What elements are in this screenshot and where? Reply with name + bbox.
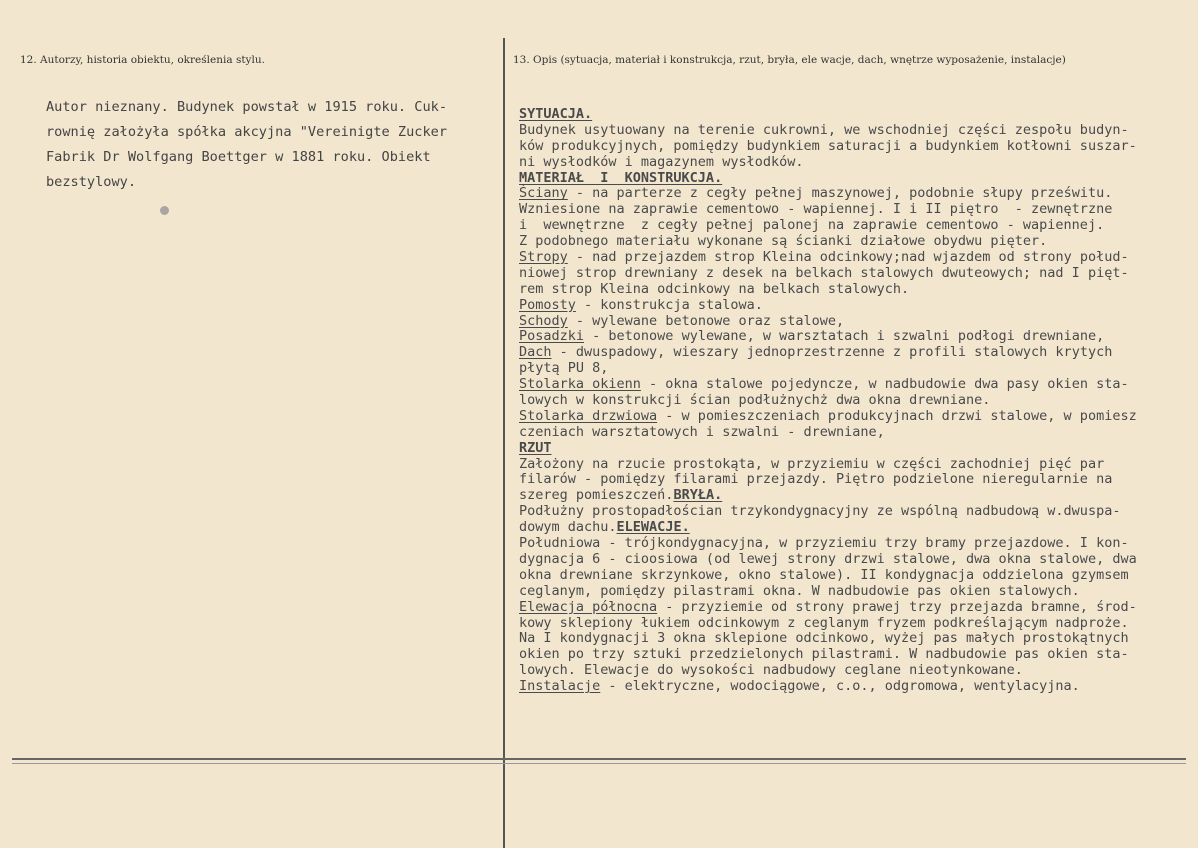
text-segment: - w pomieszczeniach produkcyjnach drzwi stalowe, w pomiesz — [657, 407, 1137, 424]
text-segment: Założony na rzucie prostokąta, w przyziemiu w części zachodniej pięć par — [519, 455, 1105, 472]
description-line — [519, 107, 1179, 123]
description-line — [519, 234, 1179, 250]
text-segment: ni wysłodków i magazynem wysłodków. — [519, 153, 804, 170]
text-segment: i wewnętrzne z cegły pełnej palonej na zaprawie cementowo - wapiennej. — [519, 217, 1105, 234]
section-label: Dach — [519, 344, 552, 361]
description-line — [519, 616, 1179, 632]
section-label: Schody — [519, 312, 568, 329]
section-label: RZUT — [519, 439, 552, 456]
text-segment: niowej strop drewniany z desek na belkach stalowych dwuteowych; nad I pięt- — [519, 264, 1129, 281]
text-segment: kowy sklepiony łukiem odcinkowym z ceglanym fryzem podkreślającym nadproże. — [519, 614, 1129, 631]
description-line — [519, 568, 1179, 584]
description-line — [519, 631, 1179, 647]
description-line — [519, 441, 1179, 457]
authors-history-text — [46, 95, 486, 195]
description-text — [519, 107, 1179, 695]
description-line — [519, 504, 1179, 520]
section-label: Instalacje — [519, 678, 601, 695]
text-segment: - dwuspadowy, wieszary jednoprzestrzenne z profili stalowych krytych — [551, 344, 1113, 361]
text-segment: lowych. Elewacje do wysokości nadbudowy ceglane nieotynkowane. — [519, 662, 1023, 679]
text-segment: rem strop Kleina odcinkowy na belkach stalowych. — [519, 280, 910, 297]
text-segment: okien po trzy sztuki przedzielonych pilastrami. W nadbudowie pas okien sta- — [519, 646, 1129, 663]
section-label: SYTUACJA. — [519, 106, 593, 122]
description-line — [519, 647, 1179, 663]
text-segment: dowym dachu. — [519, 519, 617, 536]
text-segment: - wylewane betonowe oraz stalowe, — [567, 312, 845, 329]
section-12-heading: 12. Autorzy, historia obiektu, określenia stylu. — [20, 54, 265, 66]
text-line: Autor nieznany. Budynek powstał w 1915 roku. Cuk- — [46, 99, 448, 115]
text-segment: - nad przejazdem strop Kleina odcinkowy;nad wjazdem od strony połud- — [567, 249, 1129, 266]
description-line — [519, 520, 1179, 536]
description-line — [519, 457, 1179, 473]
description-line — [519, 345, 1179, 361]
description-line — [519, 250, 1179, 266]
text-segment: płytą PU 8, — [519, 360, 609, 377]
description-line — [519, 472, 1179, 488]
description-line — [519, 202, 1179, 218]
ink-blot — [160, 206, 169, 215]
section-label: Ściany — [519, 185, 568, 202]
description-line — [519, 139, 1179, 155]
section-label: Pomosty — [519, 296, 576, 313]
description-line — [519, 186, 1179, 202]
text-segment: - okna stalowe pojedyncze, w nadbudowie dwa pasy okien sta- — [640, 376, 1129, 393]
text-segment: dygnacja 6 - cioosiowa (od lewej strony drzwi stalowe, dwa okna stalowe, dwa — [519, 550, 1137, 567]
text-line: Fabrik Dr Wolfgang Boettger w 1881 roku. Obiekt — [46, 149, 431, 165]
description-line — [519, 600, 1179, 616]
text-segment: Na I kondygnacji 3 okna sklepione odcinkowo, wyżej pas małych prostokątnych — [519, 630, 1129, 647]
text-line: bezstylowy. — [46, 174, 137, 190]
description-line — [519, 552, 1179, 568]
column-divider — [503, 38, 505, 848]
text-segment: ceglanym, pomiędzy pilastrami okna. W nadbudowie pas okien stalowych. — [519, 582, 1080, 599]
section-label: Posadzki — [519, 328, 585, 345]
text-segment: Budynek usytuowany na terenie cukrowni, we wschodniej części zespołu budyn- — [519, 121, 1129, 138]
description-line — [519, 123, 1179, 139]
bottom-rule — [12, 758, 1186, 760]
section-label: Elewacja północna — [519, 598, 658, 615]
description-line — [519, 314, 1179, 330]
text-line: rownię założyła spółka akcyjna "Vereinigte Zucker — [46, 124, 448, 140]
text-segment: - elektryczne, wodociągowe, c.o., odgromowa, wentylacyjna. — [600, 678, 1080, 695]
description-line — [519, 298, 1179, 314]
text-segment: - betonowe wylewane, w warsztatach i szwalni podłogi drewniane, — [584, 328, 1105, 345]
bottom-rule-secondary — [12, 763, 1186, 764]
text-segment: Wzniesione na zaprawie cementowo - wapiennej. I i II piętro - zewnętrzne — [519, 201, 1113, 218]
text-segment: okna drewniane skrzynkowe, okno stalowe). II kondygnacja oddzielona gzymsem — [519, 566, 1129, 583]
section-label: Stolarka drzwiowa — [519, 407, 658, 424]
description-line — [519, 663, 1179, 679]
text-segment: Podłużny prostopadłościan trzykondygnacyjny ze wspólną nadbudową w.dwuspa- — [519, 503, 1121, 520]
description-line — [519, 329, 1179, 345]
description-line — [519, 218, 1179, 234]
text-segment: ków produkcyjnych, pomiędzy budynkiem saturacji a budynkiem kotłowni suszar- — [519, 137, 1137, 154]
section-label: MATERIAŁ I KONSTRUKCJA. — [519, 169, 723, 186]
section-label: BRYŁA. — [673, 487, 723, 504]
description-line — [519, 282, 1179, 298]
description-line — [519, 361, 1179, 377]
section-13-heading: 13. Opis (sytuacja, materiał i konstrukcja, rzut, bryła, ele wacje, dach, wnętrze wyposażenie, instalacje) — [513, 54, 1066, 66]
description-line — [519, 393, 1179, 409]
description-line — [519, 425, 1179, 441]
description-line — [519, 409, 1179, 425]
text-segment: Południowa - trójkondygnacyjna, w przyziemiu trzy bramy przejazdowe. I kon- — [519, 535, 1129, 552]
description-line — [519, 679, 1179, 695]
section-label: Stropy — [519, 249, 568, 266]
text-segment: - na parterze z cegły pełnej maszynowej, podobnie słupy prześwitu. — [567, 185, 1113, 202]
text-segment: - konstrukcja stalowa. — [575, 296, 763, 313]
text-segment: - przyziemie od strony prawej trzy przejazda bramne, środ- — [657, 598, 1137, 615]
text-segment: szereg pomieszczeń. — [519, 487, 674, 504]
text-segment: Z podobnego materiału wykonane są ścianki działowe obydwu pięter. — [519, 233, 1048, 250]
description-line — [519, 266, 1179, 282]
section-label: Stolarka okienn — [519, 376, 641, 393]
section-label: ELEWACJE. — [616, 519, 690, 536]
description-line — [519, 536, 1179, 552]
description-line — [519, 584, 1179, 600]
description-line — [519, 377, 1179, 393]
text-segment: lowych w konstrukcji ścian podłużnychż dwa okna drewniane. — [519, 392, 991, 409]
text-segment: czeniach warsztatowych i szwalni - drewniane, — [519, 423, 885, 440]
description-line — [519, 488, 1179, 504]
description-line — [519, 155, 1179, 171]
text-segment: filarów - pomiędzy filarami przejazdy. Piętro podzielone nieregularnie na — [519, 471, 1113, 488]
